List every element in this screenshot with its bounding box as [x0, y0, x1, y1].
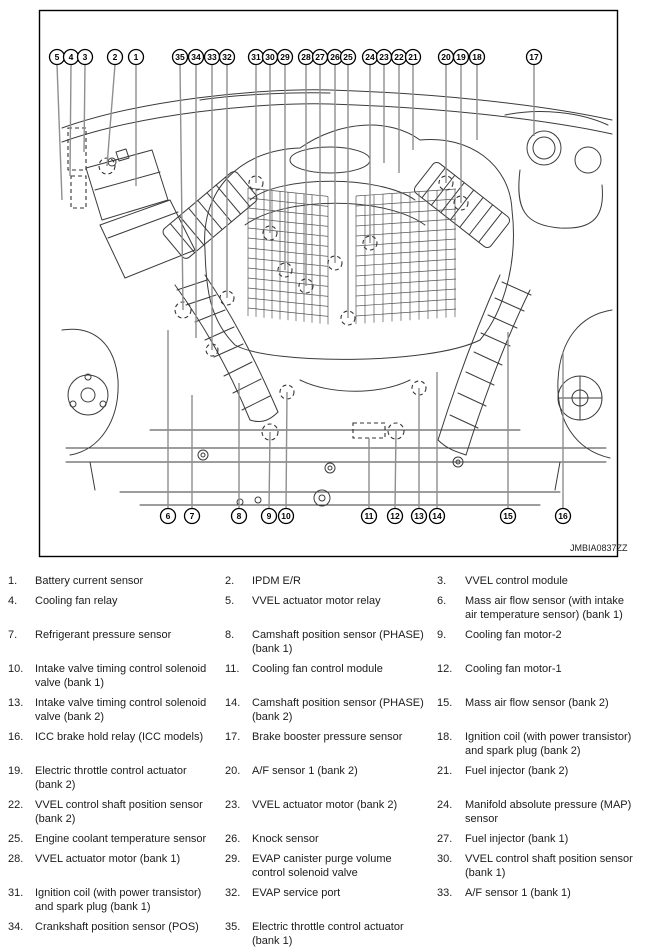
legend-item-text: Cooling fan motor-2: [465, 629, 562, 641]
legend-item-number: 17.: [225, 731, 241, 743]
legend-item-text: Cooling fan control module: [252, 663, 383, 675]
legend-item-number: 20.: [225, 765, 241, 777]
leader-line-3: [84, 65, 85, 153]
legend-item-text: VVEL control shaft position sensor (bank 1): [465, 853, 633, 879]
legend-item-text: IPDM E/R: [252, 575, 301, 587]
legend-item-text: EVAP canister purge volume control solenoid valve: [252, 853, 392, 879]
callout-number-7: 7: [189, 511, 195, 521]
legend-row: [8, 594, 649, 622]
legend-item-number: 4.: [8, 595, 18, 607]
leader-line-4: [70, 65, 71, 177]
callout-number-30: 30: [265, 52, 275, 62]
callout-number-27: 27: [315, 52, 325, 62]
legend-row: [8, 852, 649, 880]
legend-item-number: 29.: [225, 853, 241, 865]
callout-number-3: 3: [82, 52, 88, 62]
legend-item-text: Mass air flow sensor (with intake air temperature sensor) (bank 1): [465, 595, 624, 621]
legend-item-number: 15.: [437, 697, 453, 709]
callout-number-14: 14: [432, 511, 442, 521]
legend-item-number: [437, 920, 465, 948]
legend-item-number: 7.: [8, 629, 18, 641]
legend-item-text: VVEL actuator motor (bank 1): [35, 853, 181, 865]
legend-item-number: 27.: [437, 833, 453, 845]
legend-item-number: 14.: [225, 697, 241, 709]
legend-item-text: Camshaft position sensor (PHASE) (bank 1): [252, 629, 424, 655]
callout-number-18: 18: [472, 52, 482, 62]
callout-number-29: 29: [280, 52, 290, 62]
legend-item-number: 13.: [8, 697, 24, 709]
callout-number-2: 2: [112, 52, 118, 62]
legend-item-number: 34.: [8, 921, 24, 933]
legend-item-text: Engine coolant temperature sensor: [35, 833, 207, 845]
callout-number-13: 13: [414, 511, 424, 521]
callout-number-32: 32: [222, 52, 232, 62]
legend-row: [8, 886, 649, 914]
legend-item-number: 8.: [225, 629, 235, 641]
legend-item-number: 26.: [225, 833, 241, 845]
callout-number-26: 26: [330, 52, 340, 62]
legend-item-text: Intake valve timing control solenoid valve (bank 1): [35, 663, 207, 689]
callout-number-24: 24: [365, 52, 375, 62]
callout-number-16: 16: [558, 511, 568, 521]
figure-code: JMBIA0837ZZ: [570, 543, 628, 553]
legend-item-number: 11.: [225, 663, 240, 675]
legend-item-number: 3.: [437, 575, 447, 587]
callout-number-19: 19: [456, 52, 466, 62]
callout-number-23: 23: [379, 52, 389, 62]
legend-item-number: 24.: [437, 799, 453, 811]
legend-row: [8, 696, 649, 724]
leader-line-9: [269, 432, 270, 509]
legend-item-text: Crankshaft position sensor (POS): [35, 921, 199, 933]
leader-line-12: [395, 431, 396, 509]
legend-item-text: Cooling fan motor-1: [465, 663, 562, 675]
legend-row: [8, 574, 649, 588]
legend-row: [8, 798, 649, 826]
legend-item-number: 10.: [8, 663, 24, 675]
legend-item-number: 33.: [437, 887, 453, 899]
legend-row: [8, 662, 649, 690]
legend-item-text: VVEL control shaft position sensor (bank 2): [35, 799, 203, 825]
callout-number-17: 17: [529, 52, 539, 62]
legend-item-number: 9.: [437, 629, 447, 641]
callout-number-28: 28: [301, 52, 311, 62]
legend-item-text: EVAP service port: [252, 887, 341, 899]
legend-item-text: Electric throttle control actuator (bank 2): [35, 765, 187, 791]
legend-item-text: Fuel injector (bank 1): [465, 833, 569, 845]
legend-item-text: Electric throttle control actuator (bank 1): [252, 921, 404, 947]
callout-number-12: 12: [390, 511, 400, 521]
legend-item-number: 19.: [8, 765, 24, 777]
callout-number-1: 1: [133, 52, 139, 62]
legend-item-text: Camshaft position sensor (PHASE) (bank 2): [252, 697, 424, 723]
legend-item-number: 5.: [225, 595, 235, 607]
legend-item-number: 18.: [437, 731, 453, 743]
legend-item-text: Refrigerant pressure sensor: [35, 629, 172, 641]
callout-number-4: 4: [68, 52, 74, 62]
legend-item-text: A/F sensor 1 (bank 2): [252, 765, 358, 777]
legend-item-number: 21.: [437, 765, 453, 777]
legend-item-text: [465, 920, 647, 948]
legend-row: [8, 832, 649, 846]
callout-number-15: 15: [503, 511, 513, 521]
callout-number-9: 9: [266, 511, 272, 521]
callout-number-10: 10: [281, 511, 291, 521]
legend-item-text: Ignition coil (with power transistor) and spark plug (bank 1): [35, 887, 202, 913]
legend-item-text: Cooling fan relay: [35, 595, 118, 607]
callout-number-8: 8: [236, 511, 242, 521]
figure-border: [40, 11, 618, 557]
callout-number-11: 11: [364, 511, 374, 521]
legend-item-number: 16.: [8, 731, 24, 743]
legend-item-number: 28.: [8, 853, 24, 865]
legend-row: [8, 764, 649, 792]
callout-number-25: 25: [343, 52, 353, 62]
legend-item-number: 25.: [8, 833, 24, 845]
legend-item-text: Mass air flow sensor (bank 2): [465, 697, 609, 709]
legend-item-text: Manifold absolute pressure (MAP) sensor: [465, 799, 632, 825]
callout-number-35: 35: [175, 52, 185, 62]
legend-item-number: 30.: [437, 853, 453, 865]
component-legend: [0, 562, 653, 948]
legend-item-text: VVEL actuator motor relay: [252, 595, 381, 607]
legend-item-text: Battery current sensor: [35, 575, 144, 587]
legend-item-text: Knock sensor: [252, 833, 319, 845]
legend-item-number: 6.: [437, 595, 447, 607]
callout-number-5: 5: [54, 52, 60, 62]
callout-number-20: 20: [441, 52, 451, 62]
legend-item-number: 12.: [437, 663, 453, 675]
leader-line-10: [286, 392, 287, 509]
legend-item-number: 22.: [8, 799, 24, 811]
callout-number-34: 34: [191, 52, 201, 62]
legend-row: [8, 730, 649, 758]
legend-item-text: Ignition coil (with power transistor) and spark plug (bank 2): [465, 731, 632, 757]
legend-item-number: 23.: [225, 799, 241, 811]
legend-item-text: VVEL actuator motor (bank 2): [252, 799, 398, 811]
legend-item-text: VVEL control module: [465, 575, 568, 587]
callout-number-6: 6: [165, 511, 171, 521]
legend-item-text: ICC brake hold relay (ICC models): [35, 731, 204, 743]
legend-item-text: Fuel injector (bank 2): [465, 765, 569, 777]
legend-item-number: 32.: [225, 887, 241, 899]
callout-number-33: 33: [207, 52, 217, 62]
legend-row: [8, 920, 649, 948]
legend-item-number: 1.: [8, 575, 18, 587]
legend-item-number: 35.: [225, 921, 241, 933]
callout-number-22: 22: [394, 52, 404, 62]
legend-item-text: Brake booster pressure sensor: [252, 731, 403, 743]
callout-number-21: 21: [408, 52, 418, 62]
legend-item-number: 2.: [225, 575, 235, 587]
legend-item-text: Intake valve timing control solenoid valve (bank 2): [35, 697, 207, 723]
callout-number-31: 31: [251, 52, 261, 62]
legend-item-text: A/F sensor 1 (bank 1): [465, 887, 571, 899]
legend-row: [8, 628, 649, 656]
legend-item-number: 31.: [8, 887, 24, 899]
